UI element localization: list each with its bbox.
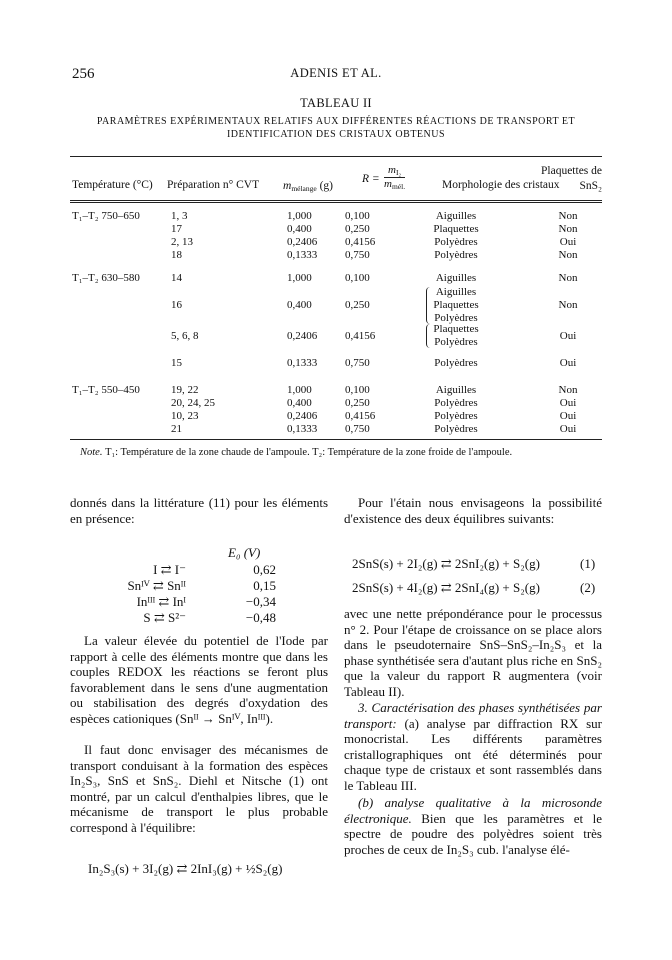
preparation-number: 16 [171,299,182,311]
plaquettes-value: Oui [559,236,577,248]
ratio-value: 0,750 [345,357,370,369]
preparation-number: 20, 24, 25 [171,397,215,409]
morphology-brace [426,287,430,324]
mass-value: 1,000 [287,384,312,396]
group-temperature: T₁–T₂ 630–580 [72,272,140,284]
plaquettes-value: Non [558,210,578,222]
e0-header: E₀ (V) [228,545,261,560]
col-header-plaquettes: Plaquettes de SnS₂ [541,165,602,192]
table-note: Note. T₁: Température de la zone chaude de l'ampoule. T₂: Température de la zone froide de l'ampoule. [80,447,513,458]
plaquettes-value: Oui [559,357,577,369]
ratio-value: 0,250 [345,299,370,311]
right-para-3: 3. Caractérisation des phases synthétisées par transport: (a) analyse par diffraction RX sur monocristal. Les différents paramètres cristallographiques ont été déterminés pour chaque type de cristaux et sont rassemblés dans le Tableau III. [344,700,602,793]
redox-couple: Snᴵⱽ ⇄ Snᴵᴵ [127,578,186,593]
preparation-number: 19, 22 [171,384,199,396]
mass-value: 0,400 [287,397,312,409]
mass-value: 0,400 [287,299,312,311]
ratio-value: 0,100 [345,210,370,222]
plaquettes-value: Non [558,249,578,261]
mass-value: 0,2406 [287,236,318,248]
ratio-value: 0,100 [345,384,370,396]
group-temperature: T₁–T₂ 750–650 [72,210,140,222]
preparation-number: 15 [171,357,182,369]
table-bottom-rule [70,439,602,440]
preparation-number: 14 [171,272,182,284]
col-header-temperature: Température (°C) [72,179,153,191]
morphology-line: Polyèdres [434,336,478,348]
left-para-3: Il faut donc envisager des mécanismes de transport conduisant à la formation des espèces In₂S₃, SnS et SnS₂. Diehl et Nitsche (1) ont montré, par un calcul d'enthalpies libres, que le mécanisme de transport le plus probable correspond à l'équilibre: [70,742,328,835]
mass-value: 0,2406 [287,330,318,342]
morphology: Aiguilles [435,272,477,284]
plaquettes-value: Non [558,223,578,235]
morphology: Polyèdres [434,410,478,422]
morphology: Plaquettes [433,223,479,235]
morphology-brace [426,324,430,348]
redox-potential: 0,15 [253,578,276,593]
col-header-morphology: Morphologie des cristaux [442,179,560,191]
preparation-number: 1, 3 [171,210,188,222]
left-para-1: donnés dans la littérature (11) pour les éléments en présence: [70,495,328,526]
left-para-2: La valeur élevée du potentiel de l'Iode par rapport à celle des éléments montre que dans les couples REDOX les réactions se feront plus favorablement dans le sens d'une augmentation ou stabilisation des degrés d'oxydation des espèces cationiques (Snᴵᴵ → Snᴵⱽ, Inᴵᴵᴵ). [70,633,328,726]
mass-value: 1,000 [287,210,312,222]
mass-value: 0,1333 [287,249,318,261]
right-para-2: avec une nette prépondérance pour le processus n° 2. Pour l'étape de croissance on se place alors dans le pseudoternaire SnS–SnS₂–In₂S₃ et la phase synthétisée sera d'autant plus riche en SnS₂ que la valeur du rapport R augmentera (voir Tableau II). [344,606,602,699]
right-para-4: (b) analyse qualitative à la microsonde électronique. Bien que les paramètres et le spectre de poudre des polyèdres soient très proches de ceux de In₂S₃ cub. l'analyse élé- [344,795,602,857]
equation-2: 2SnS(s) + 4I₂(g) ⇄ 2SnI₄(g) + S₂(g) [352,580,540,595]
ratio-value: 0,750 [345,249,370,261]
plaquettes-value: Non [558,272,578,284]
right-para-1: Pour l'étain nous envisageons la possibilité d'existence des deux équilibres suivants: [344,495,602,526]
col-header-preparation: Préparation n° CVT [167,179,260,191]
preparation-number: 17 [171,223,182,235]
plaquettes-value: Oui [559,330,577,342]
table-header-rule [70,200,602,203]
plaquettes-value: Non [558,384,578,396]
morphology: Polyèdres [434,236,478,248]
plaquettes-value: Oui [559,397,577,409]
morphology-line: Aiguilles [435,286,477,298]
morphology-line: Plaquettes [433,299,479,311]
ratio-value: 0,250 [345,223,370,235]
mass-value: 0,1333 [287,357,318,369]
preparation-number: 10, 23 [171,410,199,422]
preparation-number: 2, 13 [171,236,193,248]
ratio-value: 0,4156 [345,236,376,248]
ratio-value: 0,100 [345,272,370,284]
group-temperature: T₁–T₂ 550–450 [72,384,140,396]
mass-value: 1,000 [287,272,312,284]
table-title: TABLEAU II [300,96,372,110]
morphology-line: Polyèdres [434,312,478,324]
mass-value: 0,1333 [287,423,318,435]
page-number: 256 [72,66,95,82]
redox-couple: I ⇄ I⁻ [153,562,186,577]
redox-potential: 0,62 [253,562,276,577]
equation-1-number: (1) [580,556,596,571]
redox-potential: −0,34 [245,594,276,609]
left-equation: In₂S₃(s) + 3I₂(g) ⇄ 2InI₃(g) + ½S₂(g) [88,861,283,876]
preparation-number: 18 [171,249,182,261]
mass-value: 0,2406 [287,410,318,422]
morphology: Polyèdres [434,249,478,261]
ratio-value: 0,4156 [345,330,376,342]
ratio-value: 0,750 [345,423,370,435]
morphology: Polyèdres [434,357,478,369]
mass-value: 0,400 [287,223,312,235]
equation-2-number: (2) [580,580,596,595]
morphology: Aiguilles [435,210,477,222]
redox-couple: S ⇄ S²⁻ [143,610,186,625]
preparation-number: 21 [171,423,182,435]
table-caption: PARAMÈTRES EXPÉRIMENTAUX RELATIFS AUX DIFFÉRENTES RÉACTIONS DE TRANSPORT ET IDENTIFICATION DES CRISTAUX OBTENUS [96,116,576,140]
morphology: Aiguilles [435,384,477,396]
plaquettes-value: Oui [559,410,577,422]
preparation-number: 5, 6, 8 [171,330,199,342]
redox-potential: −0,48 [245,610,276,625]
morphology-line: Plaquettes [433,323,479,335]
equation-1: 2SnS(s) + 2I₂(g) ⇄ 2SnI₂(g) + S₂(g) [352,556,540,571]
morphology: Polyèdres [434,397,478,409]
plaquettes-value: Non [558,299,578,311]
col-header-mass: $m_{mélange}$ (g) [283,180,334,193]
ratio-value: 0,250 [345,397,370,409]
redox-couple: Inᴵᴵᴵ ⇄ Inᴵ [136,594,186,609]
col-header-ratio: R = $m_{I_2}$ $m_{mél.}$ [362,164,406,191]
plaquettes-value: Oui [559,423,577,435]
running-head: ADENIS ET AL. [290,66,382,80]
table-top-rule [70,156,602,157]
ratio-value: 0,4156 [345,410,376,422]
morphology: Polyèdres [434,423,478,435]
